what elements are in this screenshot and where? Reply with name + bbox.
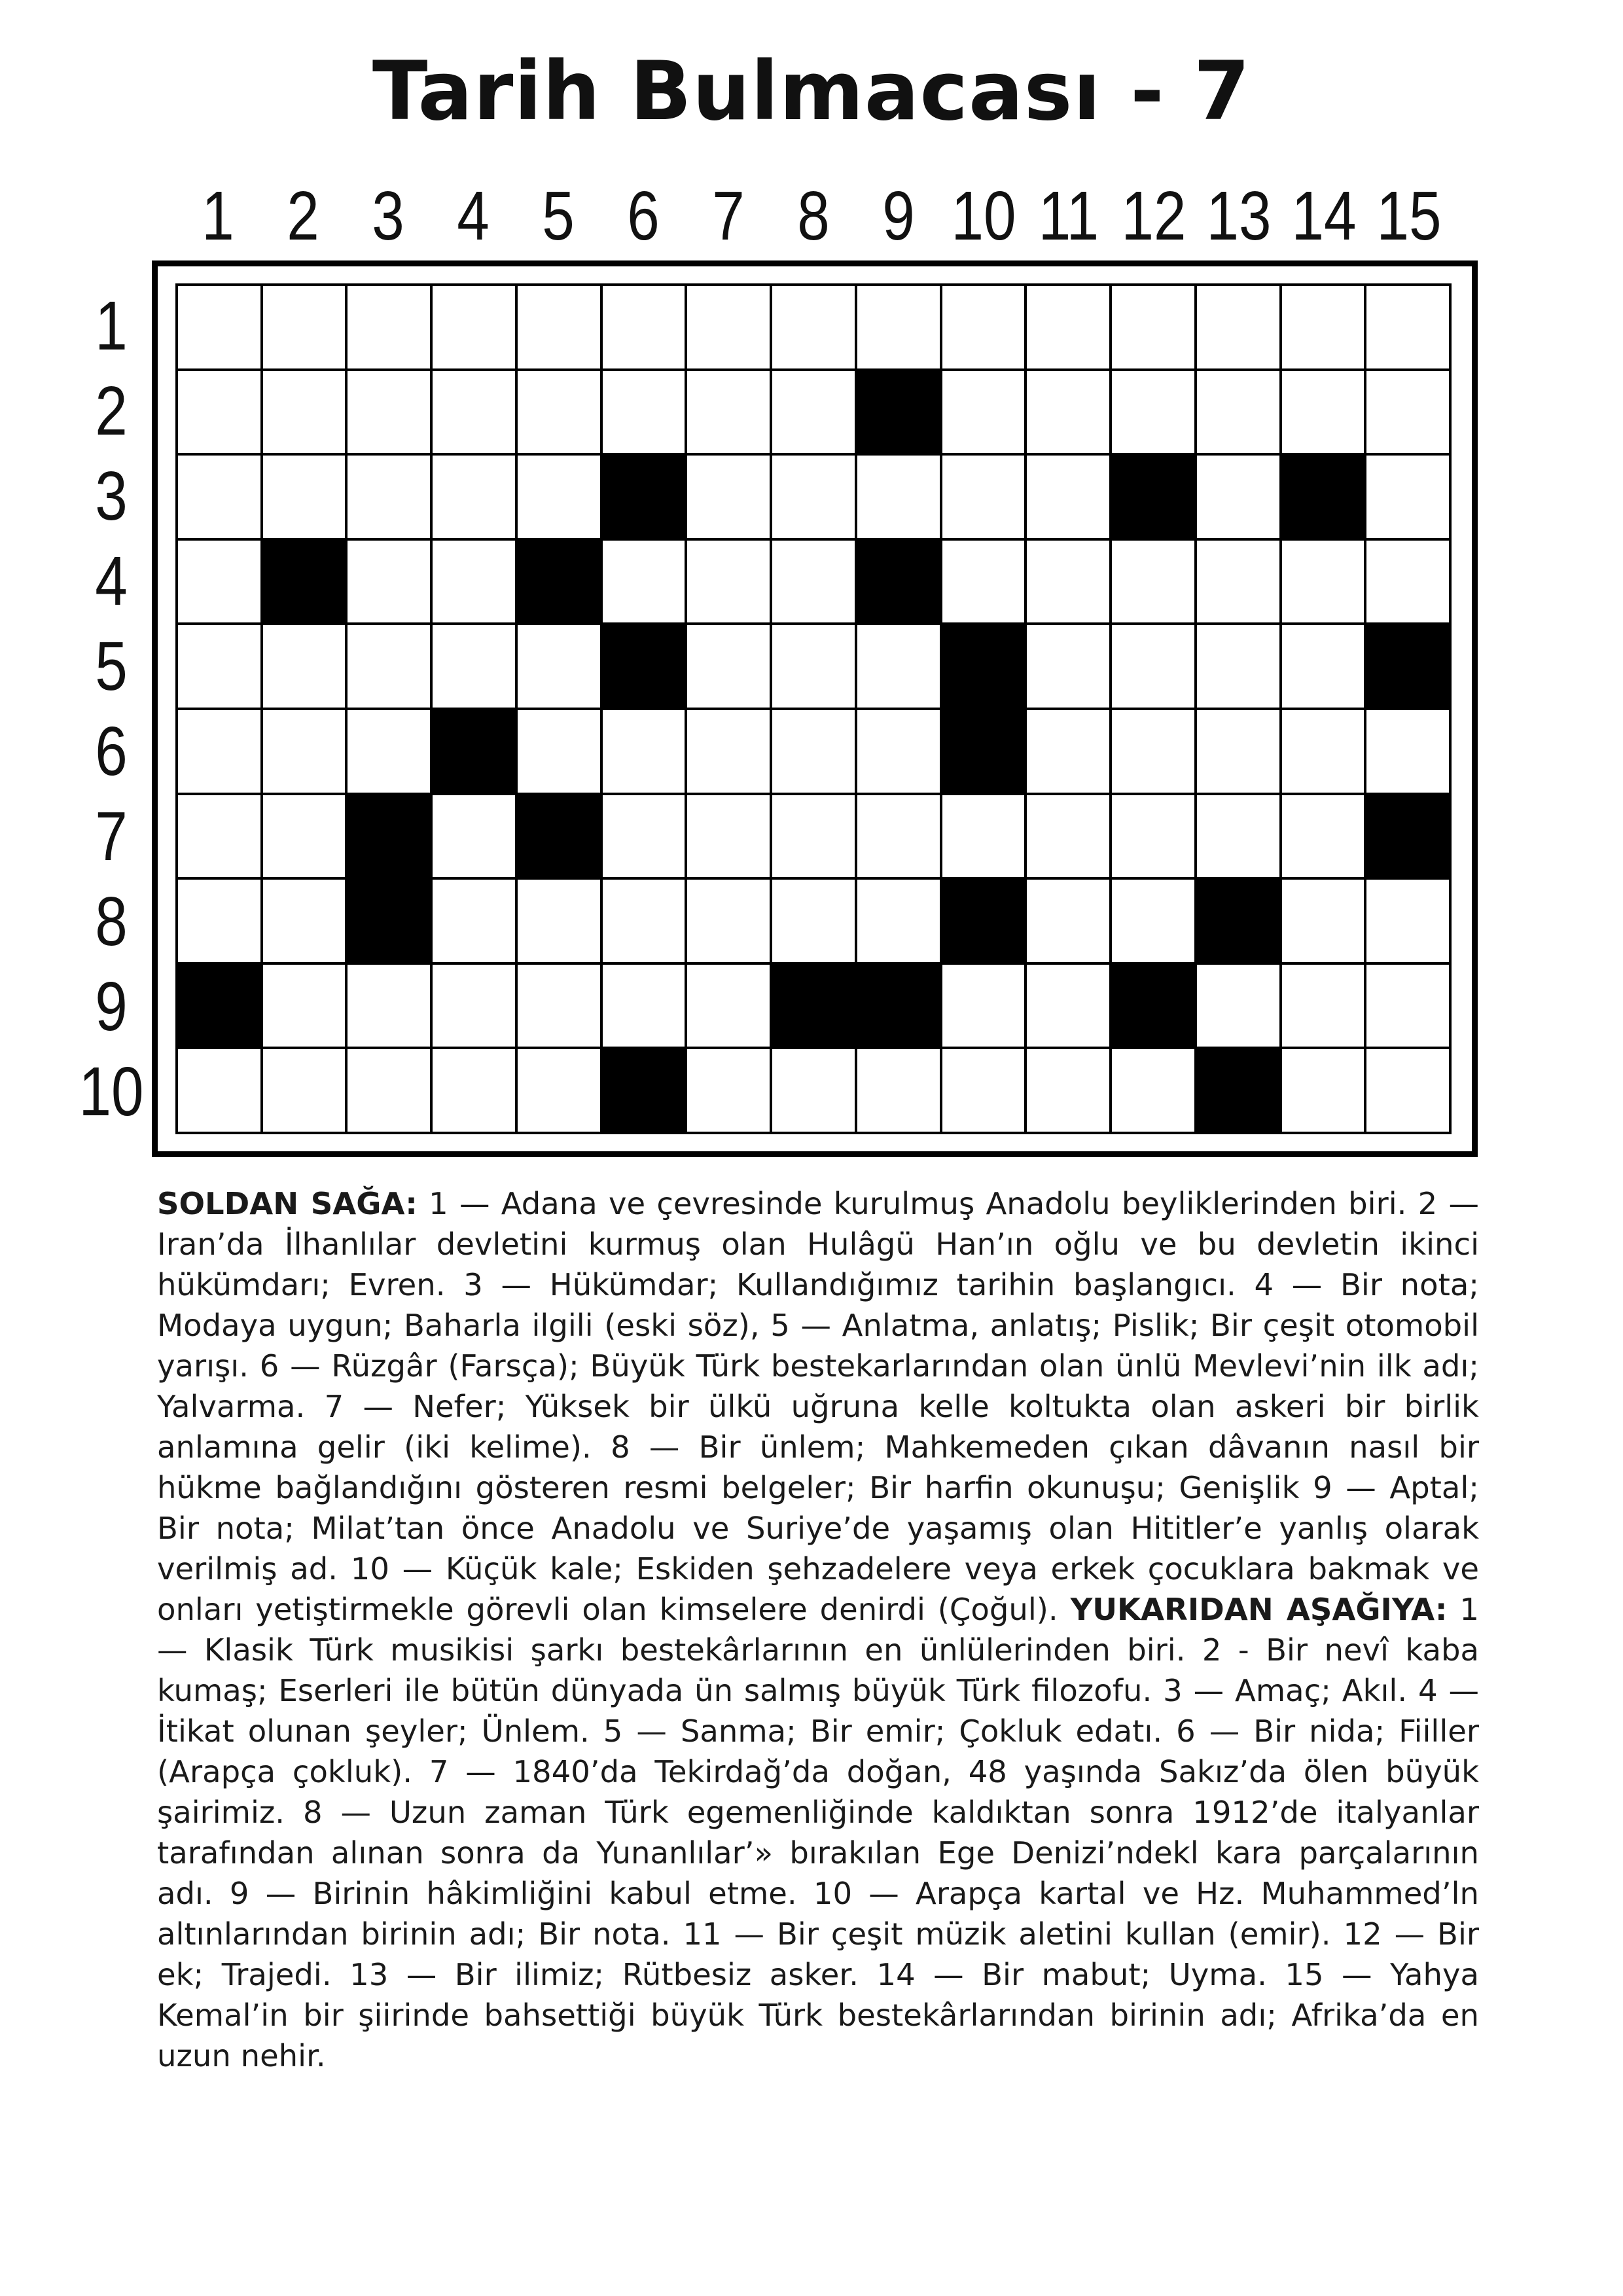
black-cell bbox=[1112, 965, 1197, 1050]
black-cell bbox=[1197, 880, 1282, 965]
grid-cell[interactable] bbox=[263, 625, 348, 710]
grid-cell[interactable] bbox=[1027, 625, 1112, 710]
grid-cell[interactable] bbox=[942, 795, 1027, 880]
black-cell bbox=[857, 371, 942, 456]
grid-cell[interactable] bbox=[1027, 880, 1112, 965]
grid-cell[interactable] bbox=[772, 625, 857, 710]
row-number: 2 bbox=[95, 372, 128, 450]
grid-cell[interactable] bbox=[348, 541, 433, 626]
grid-cell[interactable] bbox=[433, 541, 518, 626]
black-cell bbox=[348, 795, 433, 880]
black-cell bbox=[178, 965, 263, 1050]
grid-cell[interactable] bbox=[1197, 795, 1282, 880]
black-cell bbox=[348, 880, 433, 965]
grid-cell[interactable] bbox=[1112, 710, 1197, 795]
black-cell bbox=[433, 710, 518, 795]
row-number: 7 bbox=[95, 798, 128, 875]
grid-cell[interactable] bbox=[1282, 541, 1367, 626]
grid-cell[interactable] bbox=[687, 286, 772, 371]
grid-cell[interactable] bbox=[1366, 965, 1452, 1050]
grid-cell[interactable] bbox=[1282, 1049, 1367, 1134]
black-cell bbox=[518, 541, 603, 626]
grid-cell[interactable] bbox=[942, 456, 1027, 541]
grid-cell[interactable] bbox=[1282, 371, 1367, 456]
grid-cell[interactable] bbox=[1197, 541, 1282, 626]
grid-cell[interactable] bbox=[1112, 541, 1197, 626]
column-number: 2 bbox=[287, 177, 319, 255]
grid-cell[interactable] bbox=[348, 371, 433, 456]
black-cell bbox=[1366, 625, 1452, 710]
grid-cell[interactable] bbox=[518, 710, 603, 795]
grid-cell[interactable] bbox=[1027, 1049, 1112, 1134]
grid-cell[interactable] bbox=[518, 1049, 603, 1134]
grid-cell[interactable] bbox=[1366, 880, 1452, 965]
grid-cell[interactable] bbox=[687, 456, 772, 541]
black-cell bbox=[942, 880, 1027, 965]
grid-cell[interactable] bbox=[263, 371, 348, 456]
grid-cell[interactable] bbox=[603, 795, 688, 880]
grid-cell[interactable] bbox=[1366, 541, 1452, 626]
grid-cell[interactable] bbox=[1027, 795, 1112, 880]
grid-cell[interactable] bbox=[433, 965, 518, 1050]
black-cell bbox=[1112, 456, 1197, 541]
grid-cell[interactable] bbox=[772, 710, 857, 795]
grid-cell[interactable] bbox=[1282, 625, 1367, 710]
grid-cell[interactable] bbox=[857, 456, 942, 541]
grid-cell[interactable] bbox=[942, 1049, 1027, 1134]
column-number: 11 bbox=[1038, 177, 1099, 255]
grid-cell[interactable] bbox=[178, 371, 263, 456]
grid-cell[interactable] bbox=[857, 880, 942, 965]
row-number: 1 bbox=[95, 287, 128, 365]
black-cell bbox=[603, 1049, 688, 1134]
grid-cell[interactable] bbox=[178, 625, 263, 710]
clues-block bbox=[157, 1183, 1479, 2076]
grid-cell[interactable] bbox=[857, 1049, 942, 1134]
grid-cell[interactable] bbox=[687, 541, 772, 626]
column-number: 15 bbox=[1376, 177, 1442, 255]
grid-cell[interactable] bbox=[433, 456, 518, 541]
grid-cell[interactable] bbox=[772, 880, 857, 965]
grid-cell[interactable] bbox=[348, 286, 433, 371]
grid-cell[interactable] bbox=[687, 371, 772, 456]
grid-cell[interactable] bbox=[603, 710, 688, 795]
grid-cell[interactable] bbox=[1027, 710, 1112, 795]
grid-cell[interactable] bbox=[1027, 371, 1112, 456]
grid-cell[interactable] bbox=[518, 625, 603, 710]
row-number: 6 bbox=[95, 713, 128, 790]
grid-cell[interactable] bbox=[348, 456, 433, 541]
grid-cell[interactable] bbox=[1197, 710, 1282, 795]
grid-cell[interactable] bbox=[263, 456, 348, 541]
grid-cell[interactable] bbox=[263, 1049, 348, 1134]
grid-cell[interactable] bbox=[518, 880, 603, 965]
grid-cell[interactable] bbox=[263, 795, 348, 880]
black-cell bbox=[603, 625, 688, 710]
grid-cell[interactable] bbox=[348, 710, 433, 795]
grid-cell[interactable] bbox=[518, 286, 603, 371]
grid-cell[interactable] bbox=[348, 965, 433, 1050]
grid-cell[interactable] bbox=[348, 1049, 433, 1134]
column-number: 5 bbox=[542, 177, 575, 255]
row-numbers bbox=[59, 283, 164, 1134]
grid-cell[interactable] bbox=[1112, 286, 1197, 371]
black-cell bbox=[1197, 1049, 1282, 1134]
grid-cell[interactable] bbox=[1112, 1049, 1197, 1134]
black-cell bbox=[857, 965, 942, 1050]
grid-cell[interactable] bbox=[433, 880, 518, 965]
grid-cell[interactable] bbox=[942, 286, 1027, 371]
grid-cell[interactable] bbox=[687, 880, 772, 965]
black-cell bbox=[263, 541, 348, 626]
column-number: 10 bbox=[951, 177, 1016, 255]
grid-cell[interactable] bbox=[1027, 965, 1112, 1050]
column-number: 3 bbox=[372, 177, 404, 255]
clues-paragraph bbox=[157, 1183, 1479, 2076]
grid-cell[interactable] bbox=[687, 795, 772, 880]
grid-cell[interactable] bbox=[603, 880, 688, 965]
grid-cell[interactable] bbox=[687, 1049, 772, 1134]
grid-cell[interactable] bbox=[433, 1049, 518, 1134]
grid-cell[interactable] bbox=[433, 286, 518, 371]
grid-cell[interactable] bbox=[518, 456, 603, 541]
grid-cell[interactable] bbox=[772, 1049, 857, 1134]
across-heading: SOLDAN SAĞA: bbox=[157, 1186, 418, 1221]
grid-cell[interactable] bbox=[857, 795, 942, 880]
row-number: 9 bbox=[95, 968, 128, 1045]
grid-cell[interactable] bbox=[518, 965, 603, 1050]
black-cell bbox=[772, 965, 857, 1050]
grid-cell[interactable] bbox=[263, 710, 348, 795]
grid-cell[interactable] bbox=[1112, 880, 1197, 965]
black-cell bbox=[942, 710, 1027, 795]
column-number: 8 bbox=[797, 177, 830, 255]
grid-cell[interactable] bbox=[263, 880, 348, 965]
grid-cell[interactable] bbox=[772, 795, 857, 880]
grid-cell[interactable] bbox=[1027, 541, 1112, 626]
grid-cell[interactable] bbox=[1197, 286, 1282, 371]
row-number: 4 bbox=[95, 543, 128, 620]
across-clues: 1 — Adana ve çevresinde kurulmuş Anadolu beyliklerinden biri. 2 — Iran’da İlhanlılar devletini kurmuş olan Hulâgü Han’ın oğlu ve bu devletin ikinci hükümdarı; Evren. 3 — Hükümdar; Kullandığımız tarihin başlangıcı. 4 — Bir nota; Modaya uygun; Baharla ilgili (eski söz), 5 — Anlatma, anlatış; Pislik; Bir çeşit otomobil yarışı. 6 — Rüzgâr (Farsça); Büyük Türk bestekarlarından olan ünlü Mevlevi’nin ilk adı; Yalvarma. 7 — Nefer; Yüksek bir ülkü uğruna kelle koltukta olan askeri bir birlik anlamına gelir (iki kelime). 8 — Bir ünlem; Mahkemeden çıkan dâvanın nasıl bir hükme bağlandığını gösteren resmi belgeler; Bir harfin okunuşu; Genişlik 9 — Aptal; Bir nota; Milat’tan önce Anadolu ve Suriye’de yaşamış olan Hititler’e yanlış olarak verilmiş ad. 10 — Küçük kale; Eskiden şehzadelere veya erkek çocuklara bakmak ve onları yetiştirmekle görevli olan kimselere denirdi (Çoğul). bbox=[157, 1186, 1479, 1627]
grid-cell[interactable] bbox=[518, 371, 603, 456]
grid-cell[interactable] bbox=[1282, 795, 1367, 880]
grid-cell[interactable] bbox=[772, 371, 857, 456]
grid-cell[interactable] bbox=[603, 371, 688, 456]
grid-cell[interactable] bbox=[348, 625, 433, 710]
grid-cell[interactable] bbox=[1282, 965, 1367, 1050]
grid-cell[interactable] bbox=[857, 710, 942, 795]
grid-cell[interactable] bbox=[1366, 371, 1452, 456]
grid-cell[interactable] bbox=[1366, 456, 1452, 541]
grid-cell[interactable] bbox=[1366, 286, 1452, 371]
grid-cell[interactable] bbox=[1112, 795, 1197, 880]
column-number: 14 bbox=[1291, 177, 1357, 255]
grid-cell[interactable] bbox=[772, 541, 857, 626]
black-cell bbox=[1282, 456, 1367, 541]
grid-cell[interactable] bbox=[1197, 371, 1282, 456]
black-cell bbox=[857, 541, 942, 626]
black-cell bbox=[1366, 795, 1452, 880]
grid-cell[interactable] bbox=[1197, 965, 1282, 1050]
down-heading: YUKARIDAN AŞAĞIYA: bbox=[1070, 1592, 1448, 1627]
grid-cell[interactable] bbox=[687, 965, 772, 1050]
grid-cell[interactable] bbox=[178, 286, 263, 371]
grid-cell[interactable] bbox=[942, 965, 1027, 1050]
grid-cell[interactable] bbox=[603, 965, 688, 1050]
row-number: 8 bbox=[95, 883, 128, 960]
grid-cell[interactable] bbox=[433, 625, 518, 710]
grid-cell[interactable] bbox=[857, 286, 942, 371]
grid-cell[interactable] bbox=[1197, 625, 1282, 710]
row-number: 3 bbox=[95, 457, 128, 535]
grid-cell[interactable] bbox=[178, 541, 263, 626]
grid-cell[interactable] bbox=[1027, 286, 1112, 371]
column-number: 9 bbox=[882, 177, 915, 255]
grid-cell[interactable] bbox=[1282, 710, 1367, 795]
grid-cell[interactable] bbox=[1282, 880, 1367, 965]
grid-cell[interactable] bbox=[433, 371, 518, 456]
black-cell bbox=[603, 456, 688, 541]
grid-cell[interactable] bbox=[1112, 371, 1197, 456]
grid-cell[interactable] bbox=[687, 625, 772, 710]
black-cell bbox=[942, 625, 1027, 710]
grid-cell[interactable] bbox=[263, 965, 348, 1050]
grid-cell[interactable] bbox=[772, 456, 857, 541]
grid-cell[interactable] bbox=[1366, 1049, 1452, 1134]
row-number: 5 bbox=[95, 628, 128, 705]
column-number: 1 bbox=[202, 177, 234, 255]
grid-cell[interactable] bbox=[1366, 710, 1452, 795]
column-number: 13 bbox=[1206, 177, 1272, 255]
grid-cell[interactable] bbox=[178, 880, 263, 965]
grid-cell[interactable] bbox=[1197, 456, 1282, 541]
column-number: 6 bbox=[627, 177, 660, 255]
row-number: 10 bbox=[79, 1053, 144, 1130]
grid-cell[interactable] bbox=[1112, 625, 1197, 710]
grid-cell[interactable] bbox=[433, 795, 518, 880]
grid-cell[interactable] bbox=[687, 710, 772, 795]
grid-cell[interactable] bbox=[603, 286, 688, 371]
grid-cell[interactable] bbox=[942, 541, 1027, 626]
column-number: 4 bbox=[457, 177, 490, 255]
black-cell bbox=[518, 795, 603, 880]
grid-cell[interactable] bbox=[178, 1049, 263, 1134]
grid-cell[interactable] bbox=[178, 710, 263, 795]
grid-cell[interactable] bbox=[942, 371, 1027, 456]
column-numbers bbox=[175, 177, 1452, 255]
column-number: 12 bbox=[1121, 177, 1186, 255]
grid-cell[interactable] bbox=[1027, 456, 1112, 541]
puzzle-title: Tarih Bulmacası - 7 bbox=[372, 45, 1251, 139]
grid-cell[interactable] bbox=[1282, 286, 1367, 371]
grid-cell[interactable] bbox=[603, 541, 688, 626]
grid-cell[interactable] bbox=[263, 286, 348, 371]
grid-cell[interactable] bbox=[857, 625, 942, 710]
column-number: 7 bbox=[712, 177, 745, 255]
grid-cell[interactable] bbox=[772, 286, 857, 371]
grid-cell[interactable] bbox=[178, 795, 263, 880]
down-clues: 1 — Klasik Türk musikisi şarkı bestekârlarının en ünlülerinden biri. 2 - Bir nevî kaba kumaş; Eserleri ile bütün dünyada ün salmış büyük Türk filozofu. 3 — Amaç; Akıl. 4 — İtikat olunan şeyler; Ünlem. 5 — Sanma; Bir emir; Çokluk edatı. 6 — Bir nida; Fiiller (Arapça çokluk). 7 — 1840’da Tekirdağ’da doğan, 48 yaşında Sakız’da ölen büyük şairimiz. 8 — Uzun zaman Türk egemenliğinde kaldıktan sonra 1912’de italyanlar tarafından alınan sonra da Yunanlılar’» bırakılan Ege Denizi’ndekl kara parçalarının adı. 9 — Birinin hâkimliğini kabul etme. 10 — Arapça kartal ve Hz. Muhammed’ln altınlarından birinin adı; Bir nota. 11 — Bir çeşit müzik aletini kullan (emir). 12 — Bir ek; Trajedi. 13 — Bir ilimiz; Rütbesiz asker. 14 — Bir mabut; Uyma. 15 — Yahya Kemal’in bir şiirinde bahsettiği büyük Türk bestekârlarından birinin adı; Afrika’da en uzun nehir. bbox=[157, 1592, 1479, 2073]
grid-cell[interactable] bbox=[178, 456, 263, 541]
crossword-grid bbox=[175, 283, 1452, 1134]
